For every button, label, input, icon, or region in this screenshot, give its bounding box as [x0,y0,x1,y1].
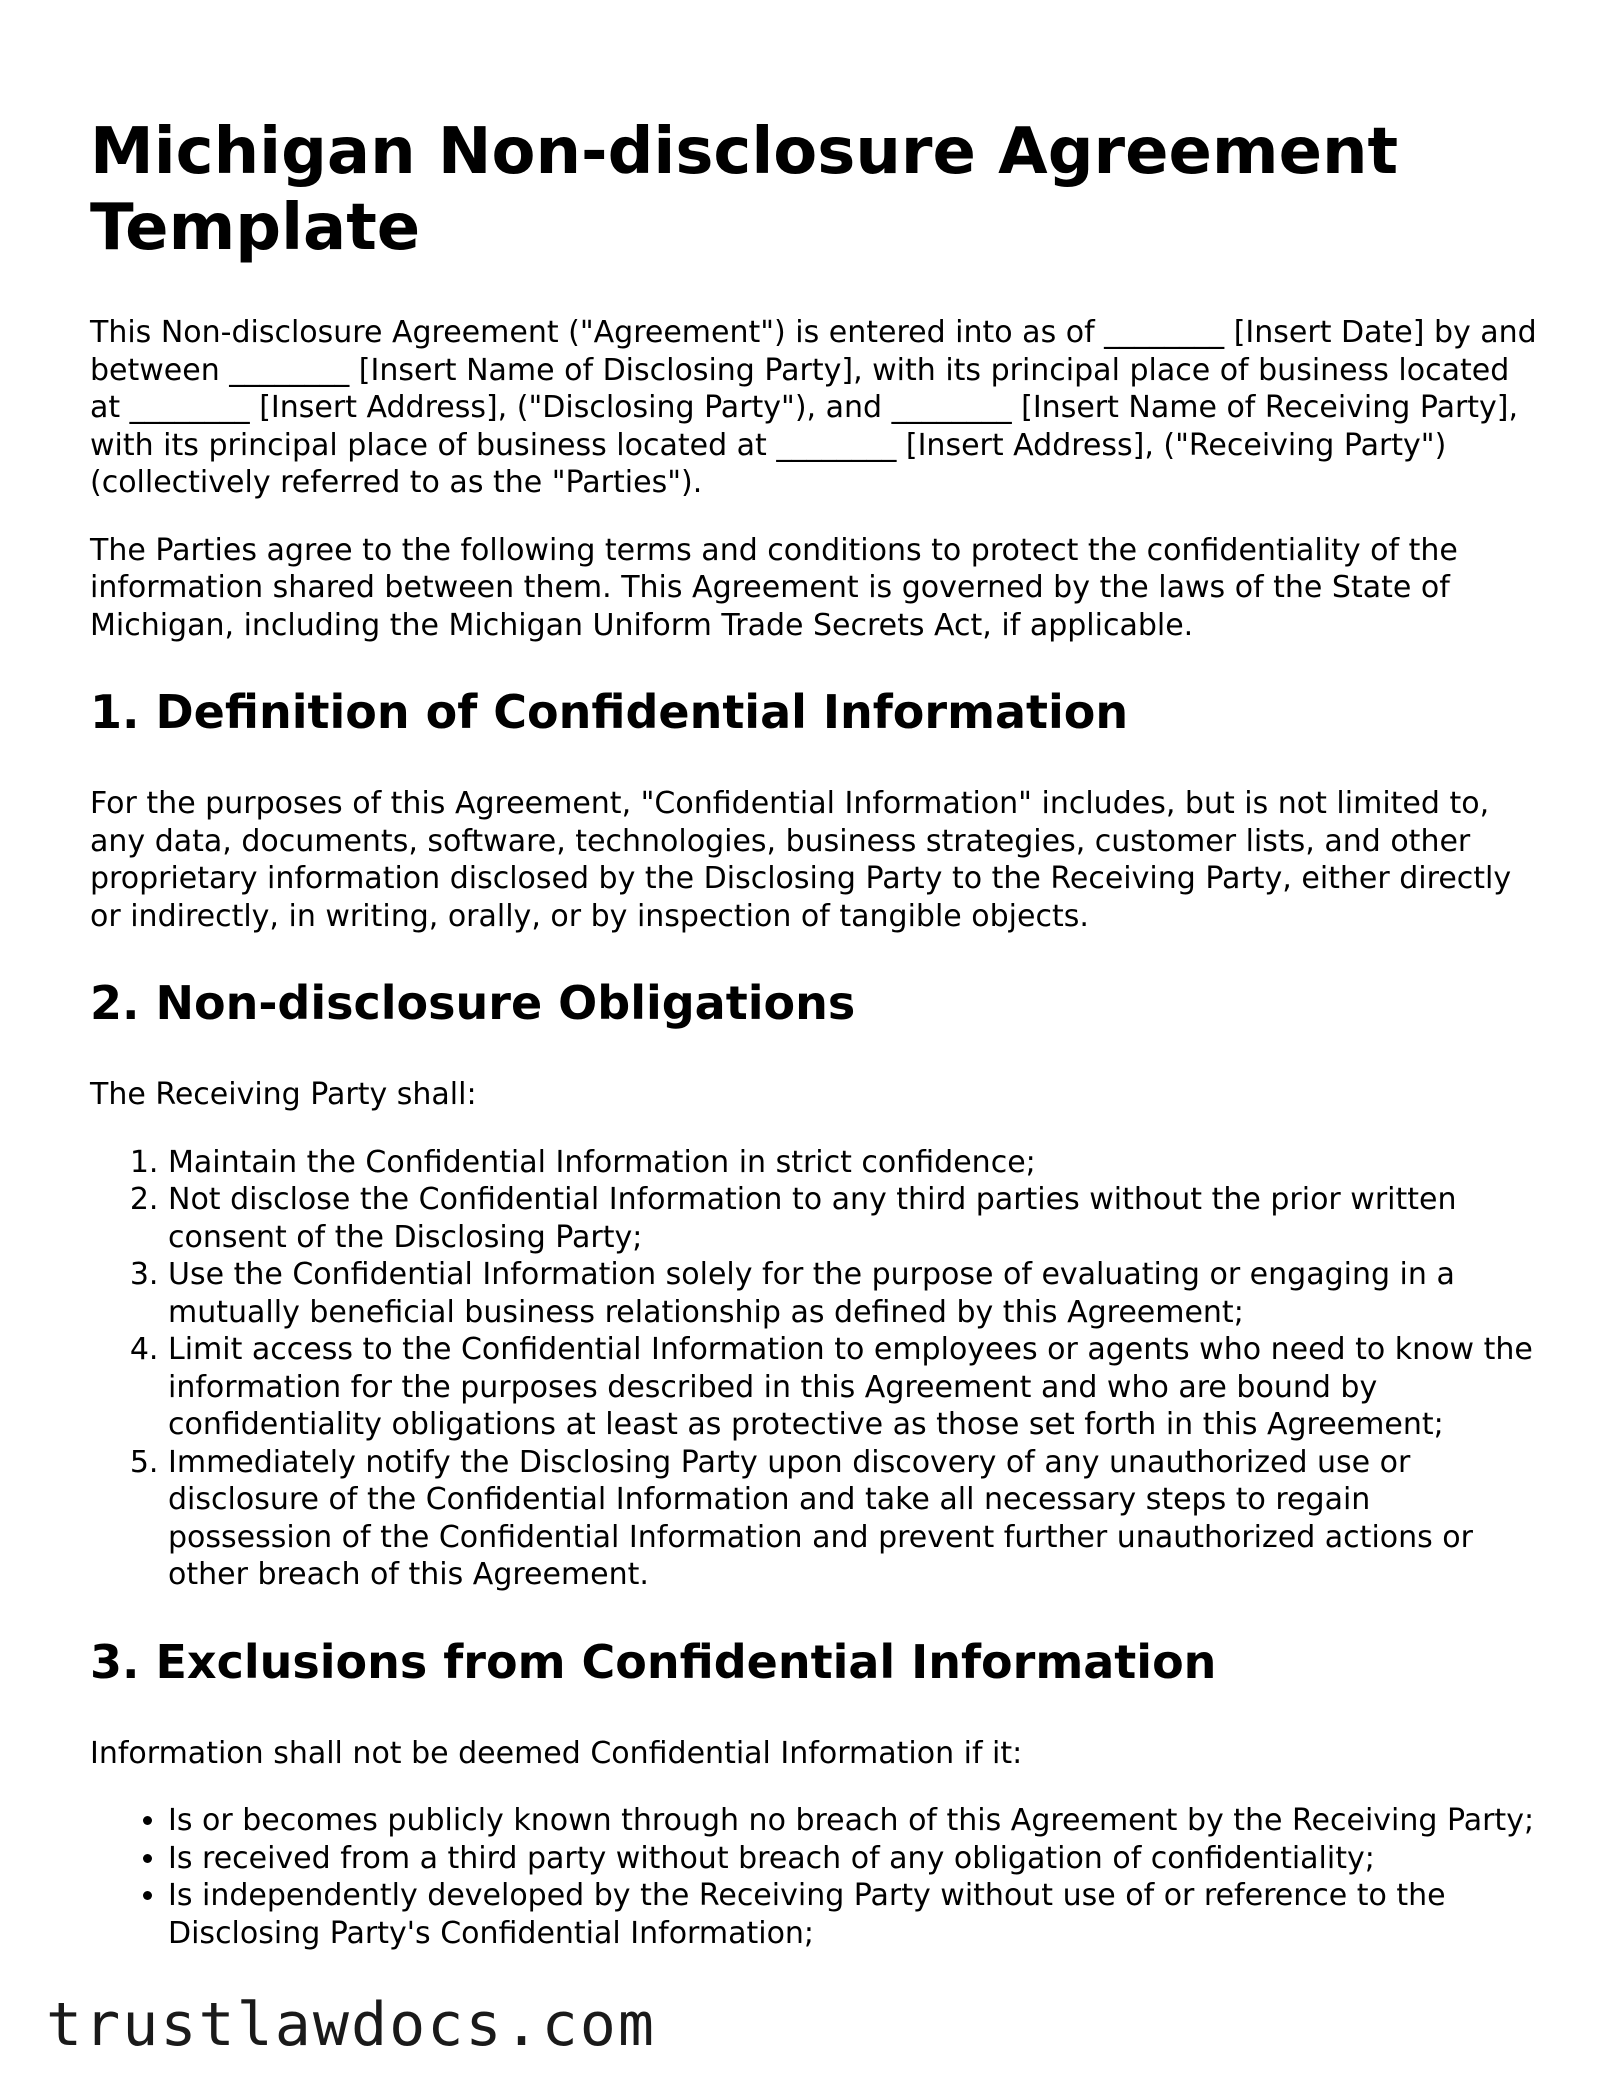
obligations-list [90,1144,1540,1594]
list-item: 1. Maintain the Confidential Information in strict confidence; [168,1144,1540,1182]
section-lead-exclusions: Information shall not be deemed Confidential Information if it: [90,1735,1023,1771]
intro-paragraph: This Non-disclosure Agreement ("Agreement") is entered into as of ________ [Insert Date] by and between ________ [Insert Name of Disclosing Party], with its principal place of business located at ________ [Insert Address], ("Disclosing Party"), and ________ [Insert Name of Receiving Party], with its principal place of business located at ________ [Insert Address], ("Receiving Party") (collectively referred to as the "Parties"). [90,315,1537,500]
intro-paragraph: The Parties agree to the following terms and conditions to protect the confidentiality of the information shared between them. This Agreement is governed by the laws of the State of Michigan, including the Michigan Uniform Trade Secrets Act, if applicable. [90,532,1458,643]
list-item: • Is or becomes publicly known through no breach of this Agreement by the Receiving Party; [168,1802,1540,1840]
section-heading-obligations: 2. Non-disclosure Obligations [90,976,856,1030]
document-title: Michigan Non-disclosure Agreement Template [90,115,1399,265]
section-lead-obligations: The Receiving Party shall: [90,1077,477,1112]
section-heading-exclusions: 3. Exclusions from Confidential Information [90,1634,1217,1689]
section-body-definition: For the purposes of this Agreement, "Confidential Information" includes, but is not limited to, any data, documents, software, technologies, business strategies, customer lists, and other proprietary information disclosed by the Disclosing Party to the Receiving Party, either directly or indirectly, in writing, orally, or by inspection of tangible objects. [90,786,1512,934]
list-item: • Is received from a third party without breach of any obligation of confidentiality; [168,1840,1540,1878]
exclusions-list [90,1802,1540,1952]
list-item: 4. Limit access to the Confidential Information to employees or agents who need to know the information for the purposes described in this Agreement and who are bound by confidentiality obligations at least as protective as those set forth in this Agreement; [168,1331,1540,1444]
list-item: • Is independently developed by the Receiving Party without use of or reference to the Disclosing Party's Confidential Information; [168,1877,1540,1952]
list-item: 3. Use the Confidential Information solely for the purpose of evaluating or engaging in a mutually beneficial business relationship as defined by this Agreement; [168,1256,1540,1331]
watermark: trustlawdocs.com [46,1990,656,2060]
section-heading-definition: 1. Definition of Confidential Information [90,685,1129,739]
list-item: 2. Not disclose the Confidential Information to any third parties without the prior written consent of the Disclosing Party; [168,1181,1540,1256]
list-item: 5. Immediately notify the Disclosing Party upon discovery of any unauthorized use or disclosure of the Confidential Information and take all necessary steps to regain possession of the Confidential Information and prevent further unauthorized actions or other breach of this Agreement. [168,1444,1540,1594]
document-page [90,0,1540,1952]
